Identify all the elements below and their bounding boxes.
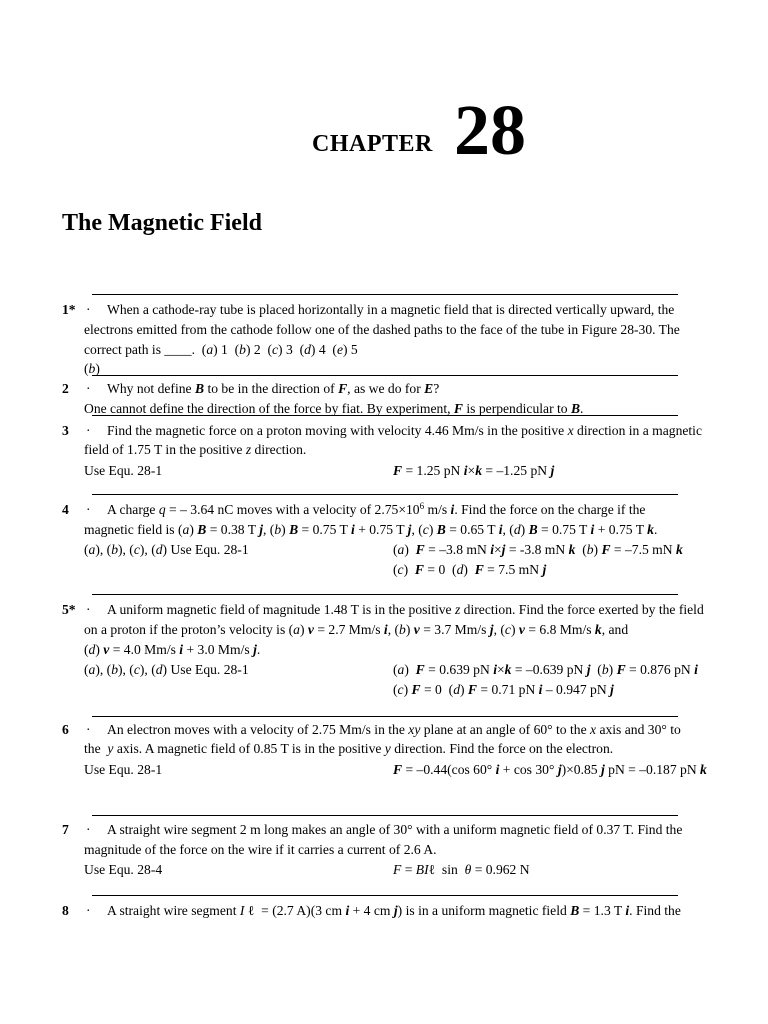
method-text: Use Equ. 28-1: [84, 762, 163, 777]
problem-text: Why not define B to be in the direction of F, as we do for E?: [107, 381, 440, 396]
answer-text: One cannot define the direction of the force by fiat. By experiment, F is perpendicular to B.: [84, 401, 584, 416]
problem-number: 2: [62, 381, 69, 396]
problem-text: (d) v = 4.0 Mm/s i + 3.0 Mm/s j.: [84, 642, 261, 657]
problem-text: A straight wire segment 2 m long makes an angle of 30° with a uniform magnetic field of 0.37 T. Find the: [107, 822, 683, 837]
problem-number: 1*: [62, 302, 76, 317]
chapter-number: 28: [454, 90, 526, 170]
problem-text: A straight wire segment I ℓ = (2.7 A)(3 cm i + 4 cm j) is in a uniform magnetic field B = 1.3 T i. Find the: [107, 903, 681, 918]
problem-text: An electron moves with a velocity of 2.75 Mm/s in the xy plane at an angle of 60° to the x axis and 30° to: [107, 722, 681, 737]
answer-text: (c) F = 0 (d) F = 7.5 mN j: [393, 562, 547, 577]
bullet: ·: [86, 602, 91, 617]
method-text: (a), (b), (c), (d) Use Equ. 28-1: [84, 662, 249, 677]
problem-text: When a cathode-ray tube is placed horizontally in a magnetic field that is directed vertically upward, the: [107, 302, 675, 317]
method-text: Use Equ. 28-4: [84, 862, 163, 877]
divider-line: [92, 494, 678, 495]
method-text: Use Equ. 28-1: [84, 463, 163, 478]
problem-number: 7: [62, 822, 69, 837]
divider-line: [92, 294, 678, 295]
bullet: ·: [86, 502, 91, 517]
answer-text: (a) F = –3.8 mN i×j = -3.8 mN k (b) F = –7.5 mN k: [393, 542, 683, 557]
problem-text: field of 1.75 T in the positive z direction.: [84, 442, 307, 457]
divider-line: [92, 716, 678, 717]
problem-number: 6: [62, 722, 69, 737]
answer-text: (a) F = 0.639 pN i×k = –0.639 pN j (b) F = 0.876 pN i: [393, 662, 698, 677]
problem-text: magnetic field is (a) B = 0.38 T j, (b) B = 0.75 T i + 0.75 T j, (c) B = 0.65 T i, (d) B = 0.75 T i + 0.75 T k.: [84, 522, 658, 537]
divider-line: [92, 895, 678, 896]
bullet: ·: [86, 903, 91, 918]
bullet: ·: [86, 822, 91, 837]
chapter-title: The Magnetic Field: [62, 210, 262, 236]
problem-text: A charge q = – 3.64 nC moves with a velocity of $2.75\times 10^6$ m/s i. Find the force on the charge if the: [107, 501, 646, 517]
divider-line: [92, 815, 678, 816]
answer-text: F = –0.44(cos 60° i + cos 30° j)×0.85 j pN = –0.187 pN k: [393, 762, 707, 777]
problem-number: 3: [62, 423, 69, 438]
divider-line: [92, 594, 678, 595]
answer-text: (c) F = 0 (d) F = 0.71 pN i – 0.947 pN j: [393, 682, 614, 697]
problem-text: correct path is ____. (a) 1 (b) 2 (c) 3 (d) 4 (e) 5: [84, 342, 358, 357]
problem-text: magnitude of the force on the wire if it carries a current of 2.6 A.: [84, 842, 437, 857]
bullet: ·: [86, 302, 91, 317]
bullet: ·: [86, 381, 91, 396]
problem-number: 4: [62, 502, 69, 517]
problem-text: A uniform magnetic field of magnitude 1.48 T is in the positive z direction. Find the force exerted by the field: [107, 602, 704, 617]
answer-text: F = BIℓ sin θ = 0.962 N: [393, 862, 530, 877]
bullet: ·: [86, 722, 91, 737]
problem-text: Find the magnetic force on a proton moving with velocity 4.46 Mm/s in the positive x direction in a magnetic: [107, 423, 702, 438]
answer-text: F = 1.25 pN i×k = –1.25 pN j: [393, 463, 555, 478]
method-text: (a), (b), (c), (d) Use Equ. 28-1: [84, 542, 249, 557]
answer-text: (b): [84, 361, 100, 376]
problem-text: the y axis. A magnetic field of 0.85 T is in the positive y direction. Find the force on the electron.: [84, 741, 614, 756]
chapter-label: CHAPTER: [312, 131, 433, 157]
bullet: ·: [86, 423, 91, 438]
problem-number: 8: [62, 903, 69, 918]
problem-number: 5*: [62, 602, 76, 617]
problem-text: electrons emitted from the cathode follow one of the dashed paths to the face of the tube in Figure 28-30. The: [84, 322, 680, 337]
problem-text: on a proton if the proton’s velocity is (a) v = 2.7 Mm/s i, (b) v = 3.7 Mm/s j, (c) v = 6.8 Mm/s k, and: [84, 622, 629, 637]
divider-line: [92, 375, 678, 376]
